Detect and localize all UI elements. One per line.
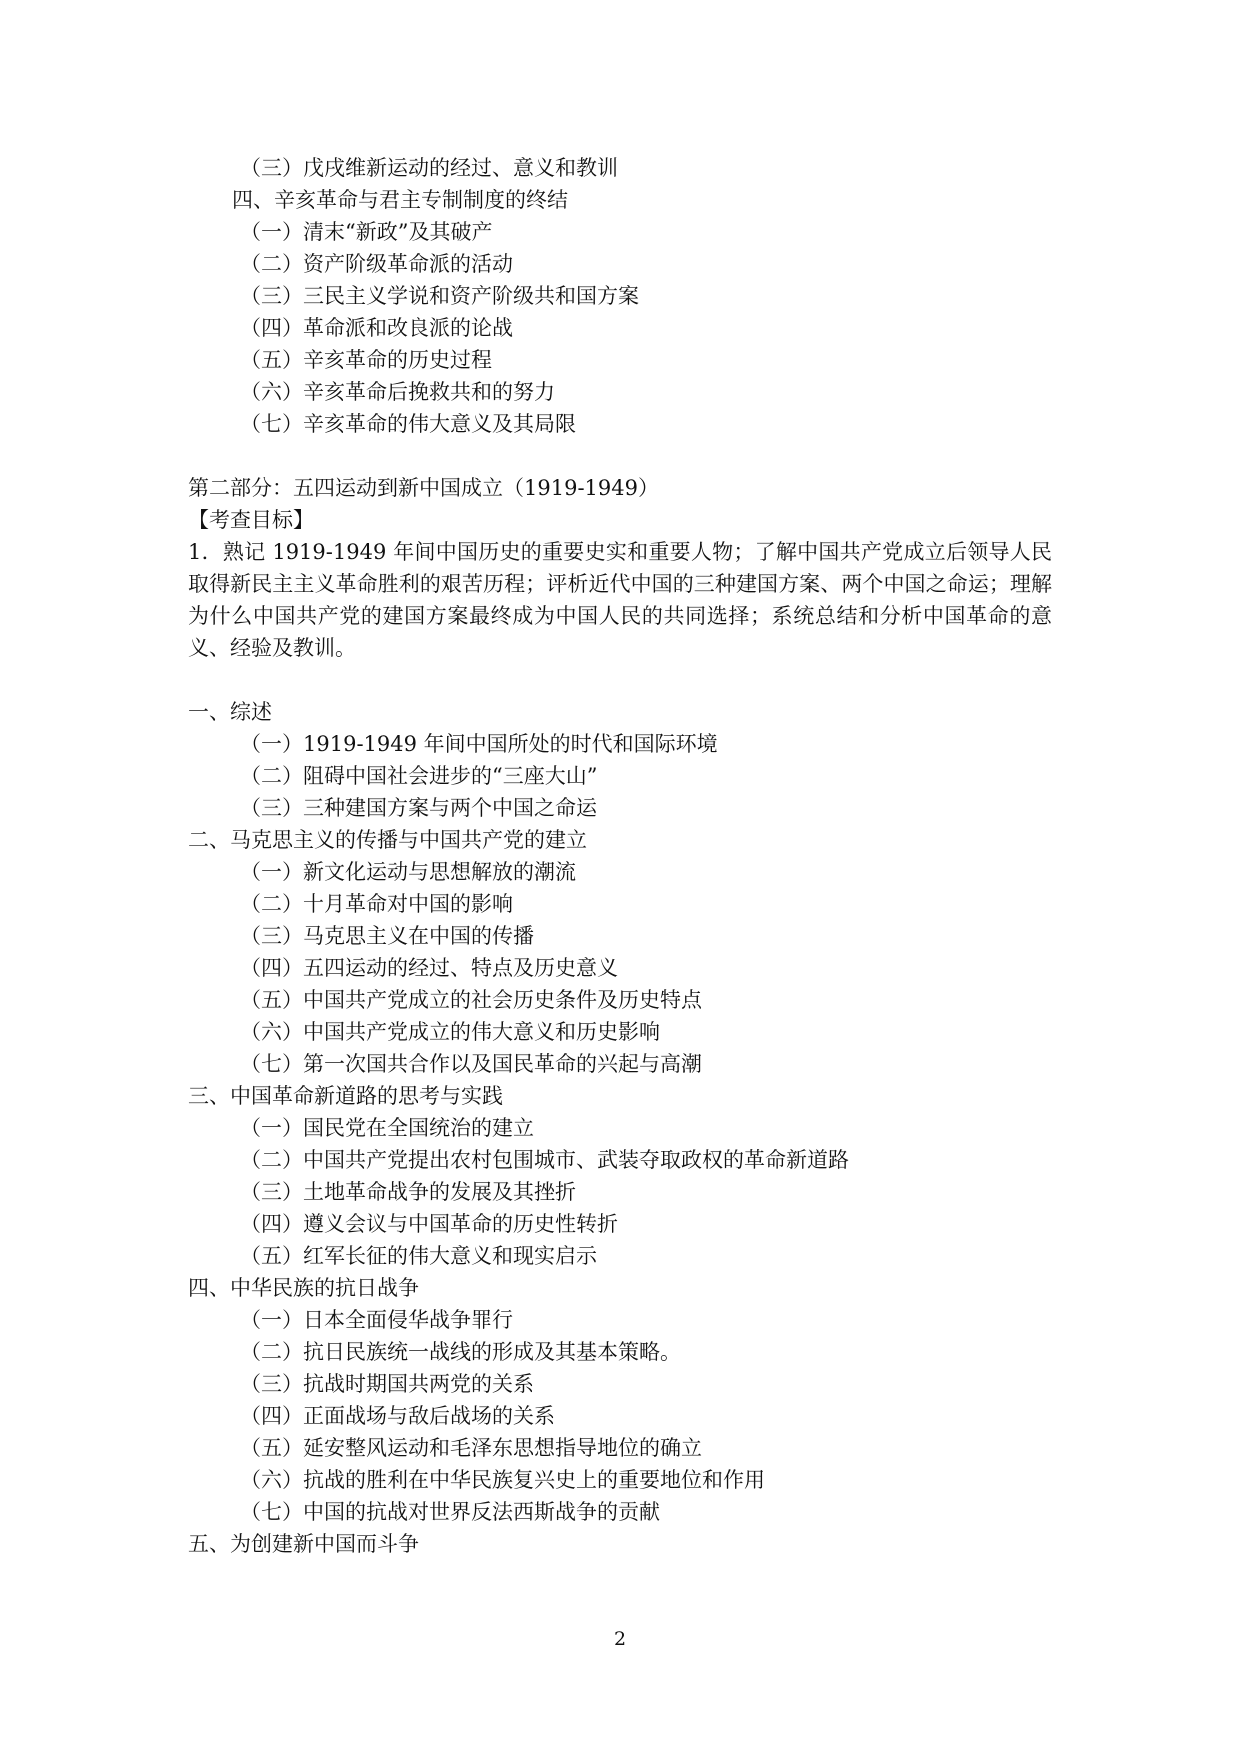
outline-item: （二）抗日民族统一战线的形成及其基本策略。 — [240, 1340, 681, 1364]
outline-item: （五）中国共产党成立的社会历史条件及历史特点 — [240, 988, 702, 1012]
section-heading: 二、马克思主义的传播与中国共产党的建立 — [188, 828, 587, 852]
section-heading: 一、综述 — [188, 700, 272, 724]
outline-item: （三）三种建国方案与两个中国之命运 — [240, 796, 597, 820]
outline-item: （一）新文化运动与思想解放的潮流 — [240, 860, 576, 884]
outline-item: （一）国民党在全国统治的建立 — [240, 1116, 534, 1140]
outline-item: （五）红军长征的伟大意义和现实启示 — [240, 1244, 597, 1268]
outline-item: （二）资产阶级革命派的活动 — [240, 252, 513, 276]
section-heading: 三、中国革命新道路的思考与实践 — [188, 1084, 503, 1108]
outline-item: （五）辛亥革命的历史过程 — [240, 348, 492, 372]
objective-heading: 【考查目标】 — [188, 508, 314, 532]
section-heading: 四、中华民族的抗日战争 — [188, 1276, 419, 1300]
outline-item: （三）戊戌维新运动的经过、意义和教训 — [240, 156, 618, 180]
section-heading: 四、辛亥革命与君主专制制度的终结 — [232, 188, 568, 212]
outline-item: （四）正面战场与敌后战场的关系 — [240, 1404, 555, 1428]
outline-item: （六）抗战的胜利在中华民族复兴史上的重要地位和作用 — [240, 1468, 765, 1492]
outline-item: （七）第一次国共合作以及国民革命的兴起与高潮 — [240, 1052, 702, 1076]
outline-item: （四）五四运动的经过、特点及历史意义 — [240, 956, 618, 980]
outline-item: （一）清末“新政”及其破产 — [240, 220, 493, 244]
objective-paragraph: 1．熟记 1919-1949 年间中国历史的重要史实和重要人物；了解中国共产党成立后领导人民取得新民主主义革命胜利的艰苦历程；评析近代中国的三种建国方案、两个中国之命运；理解为什么中国共产党的建国方案最终成为中国人民的共同选择；系统总结和分析中国革命的意义、经验及教训。 — [188, 540, 1052, 660]
section-heading: 五、为创建新中国而斗争 — [188, 1532, 419, 1556]
outline-item: （四）遵义会议与中国革命的历史性转折 — [240, 1212, 618, 1236]
outline-item: （二）阻碍中国社会进步的“三座大山” — [240, 764, 598, 788]
outline-item: （三）马克思主义在中国的传播 — [240, 924, 534, 948]
outline-item: （六）辛亥革命后挽救共和的努力 — [240, 380, 555, 404]
outline-item: （三）抗战时期国共两党的关系 — [240, 1372, 534, 1396]
outline-item: （一）日本全面侵华战争罪行 — [240, 1308, 513, 1332]
outline-item: （七）中国的抗战对世界反法西斯战争的贡献 — [240, 1500, 660, 1524]
part-title: 第二部分：五四运动到新中国成立（1919-1949） — [188, 476, 659, 500]
page-number: 2 — [613, 1628, 627, 1650]
outline-item: （四）革命派和改良派的论战 — [240, 316, 513, 340]
outline-item: （六）中国共产党成立的伟大意义和历史影响 — [240, 1020, 660, 1044]
outline-item: （二）十月革命对中国的影响 — [240, 892, 513, 916]
outline-item: （五）延安整风运动和毛泽东思想指导地位的确立 — [240, 1436, 702, 1460]
outline-item: （七）辛亥革命的伟大意义及其局限 — [240, 412, 576, 436]
outline-item: （一）1919-1949 年间中国所处的时代和国际环境 — [240, 732, 718, 756]
outline-item: （三）三民主义学说和资产阶级共和国方案 — [240, 284, 639, 308]
outline-item: （三）土地革命战争的发展及其挫折 — [240, 1180, 576, 1204]
outline-item: （二）中国共产党提出农村包围城市、武装夺取政权的革命新道路 — [240, 1148, 849, 1172]
